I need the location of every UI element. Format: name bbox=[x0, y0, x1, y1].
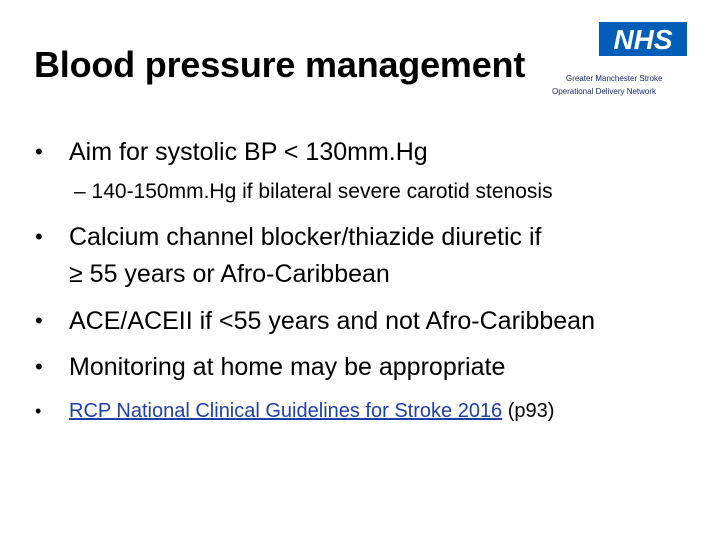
slide-title: Blood pressure management bbox=[34, 44, 526, 85]
bullet-ace bbox=[35, 305, 595, 337]
rcp-guidelines-link[interactable]: RCP National Clinical Guidelines for Stroke 2016 bbox=[69, 400, 503, 422]
bullet-marker: • bbox=[35, 308, 43, 333]
bullet-text: Aim for systolic BP < 130mm.Hg bbox=[69, 138, 428, 166]
org-name-line1: Greater Manchester Stroke bbox=[566, 74, 663, 83]
bullet-marker: • bbox=[35, 139, 43, 164]
bullet-systolic-target bbox=[35, 136, 428, 168]
bullet-home-monitoring bbox=[35, 351, 506, 383]
org-name-line2: Operational Delivery Network bbox=[552, 87, 657, 96]
bullet-text: ≥ 55 years or Afro-Caribbean bbox=[69, 260, 390, 288]
bullet-marker: • bbox=[35, 401, 42, 421]
bullet-text: Calcium channel blocker/thiazide diuretic if bbox=[69, 223, 542, 251]
bullet-text: ACE/ACEII if <55 years and not Afro-Caribbean bbox=[69, 307, 595, 335]
sub-bullet-carotid bbox=[74, 178, 553, 206]
bullet-calcium-channel bbox=[35, 221, 542, 253]
bullet-text: Monitoring at home may be appropriate bbox=[69, 353, 506, 381]
bullet-marker: • bbox=[35, 354, 43, 379]
nhs-logo bbox=[599, 22, 687, 56]
sub-bullet-text: 140-150mm.Hg if bilateral severe carotid stenosis bbox=[91, 180, 553, 203]
bullet-marker: • bbox=[35, 224, 43, 249]
page-reference: (p93) bbox=[502, 400, 555, 422]
bullet-guidelines-reference bbox=[35, 397, 555, 425]
nhs-logo-text: NHS bbox=[613, 24, 673, 55]
bullet-calcium-channel-continued bbox=[69, 258, 390, 290]
sub-bullet-marker: – bbox=[74, 180, 86, 203]
